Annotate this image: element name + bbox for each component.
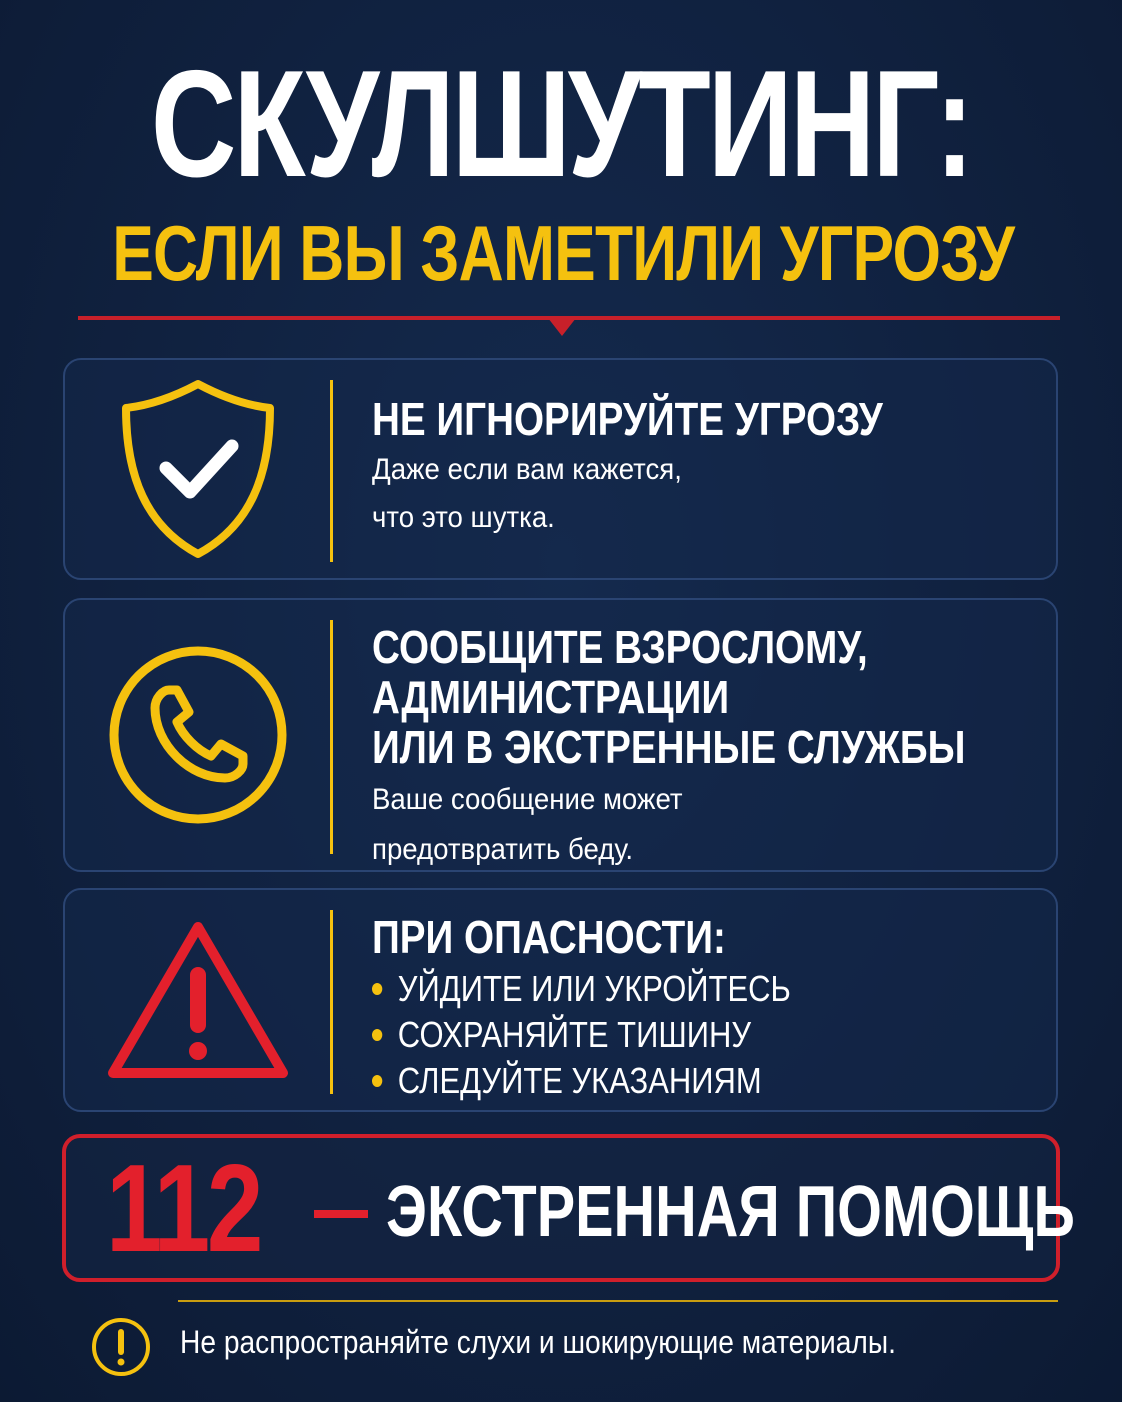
card-separator [330, 380, 333, 562]
phone-circle-icon [107, 644, 289, 826]
card-heading: НЕ ИГНОРИРУЙТЕ УГРОЗУ [372, 393, 883, 445]
card-heading: ИЛИ В ЭКСТРЕННЫЕ СЛУЖБЫ [372, 721, 966, 773]
bullet-dot [372, 1075, 382, 1087]
bullet-dot [372, 983, 382, 995]
emergency-label: ЭКСТРЕННАЯ ПОМОЩЬ [386, 1172, 1075, 1252]
list-item [372, 966, 943, 1012]
list-item [372, 1012, 943, 1058]
exclamation-circle-icon [90, 1316, 152, 1378]
bullet-dot [372, 1029, 382, 1041]
card-body-line: Даже если вам кажется, [372, 453, 682, 486]
card-body-line: предотвратить беду. [372, 833, 634, 866]
card-separator [330, 620, 333, 854]
list-item-label: УЙДИТЕ ИЛИ УКРОЙТЕСЬ [397, 968, 791, 1009]
footer-divider [178, 1300, 1058, 1302]
footer-note: Не распространяйте слухи и шокирующие материалы. [180, 1324, 896, 1360]
card-text [372, 622, 1036, 872]
divider-notch [548, 318, 576, 336]
info-card-danger [63, 888, 1058, 1112]
card-text [372, 912, 1036, 1104]
info-card-ignore-threat [63, 358, 1058, 580]
emergency-banner [62, 1134, 1075, 1282]
emergency-number: 112 [106, 1140, 261, 1278]
info-card-report [63, 598, 1058, 872]
card-body-line: что это шутка. [372, 501, 555, 534]
list-item-label: СЛЕДУЙТЕ УКАЗАНИЯМ [397, 1060, 762, 1101]
page-title: СКУЛШУТИНГ: [150, 39, 972, 209]
shield-check-icon [118, 376, 278, 562]
warning-triangle-icon [103, 915, 293, 1085]
card-text [372, 394, 1036, 540]
card-icon-area [65, 600, 330, 870]
list-item [372, 1058, 943, 1104]
card-separator [330, 910, 333, 1094]
card-icon-area [65, 360, 330, 578]
page-subtitle: ЕСЛИ ВЫ ЗАМЕТИЛИ УГРОЗУ [112, 209, 1015, 297]
card-body-line: Ваше сообщение может [372, 783, 683, 816]
emergency-dash [314, 1210, 368, 1218]
card-heading: СООБЩИТЕ ВЗРОСЛОМУ, [372, 621, 868, 673]
card-heading: АДМИНИСТРАЦИИ [372, 671, 730, 723]
card-icon-area [65, 890, 330, 1110]
bullet-list [372, 966, 1036, 1104]
list-item-label: СОХРАНЯЙТЕ ТИШИНУ [397, 1014, 752, 1055]
card-heading: ПРИ ОПАСНОСТИ: [372, 911, 726, 963]
